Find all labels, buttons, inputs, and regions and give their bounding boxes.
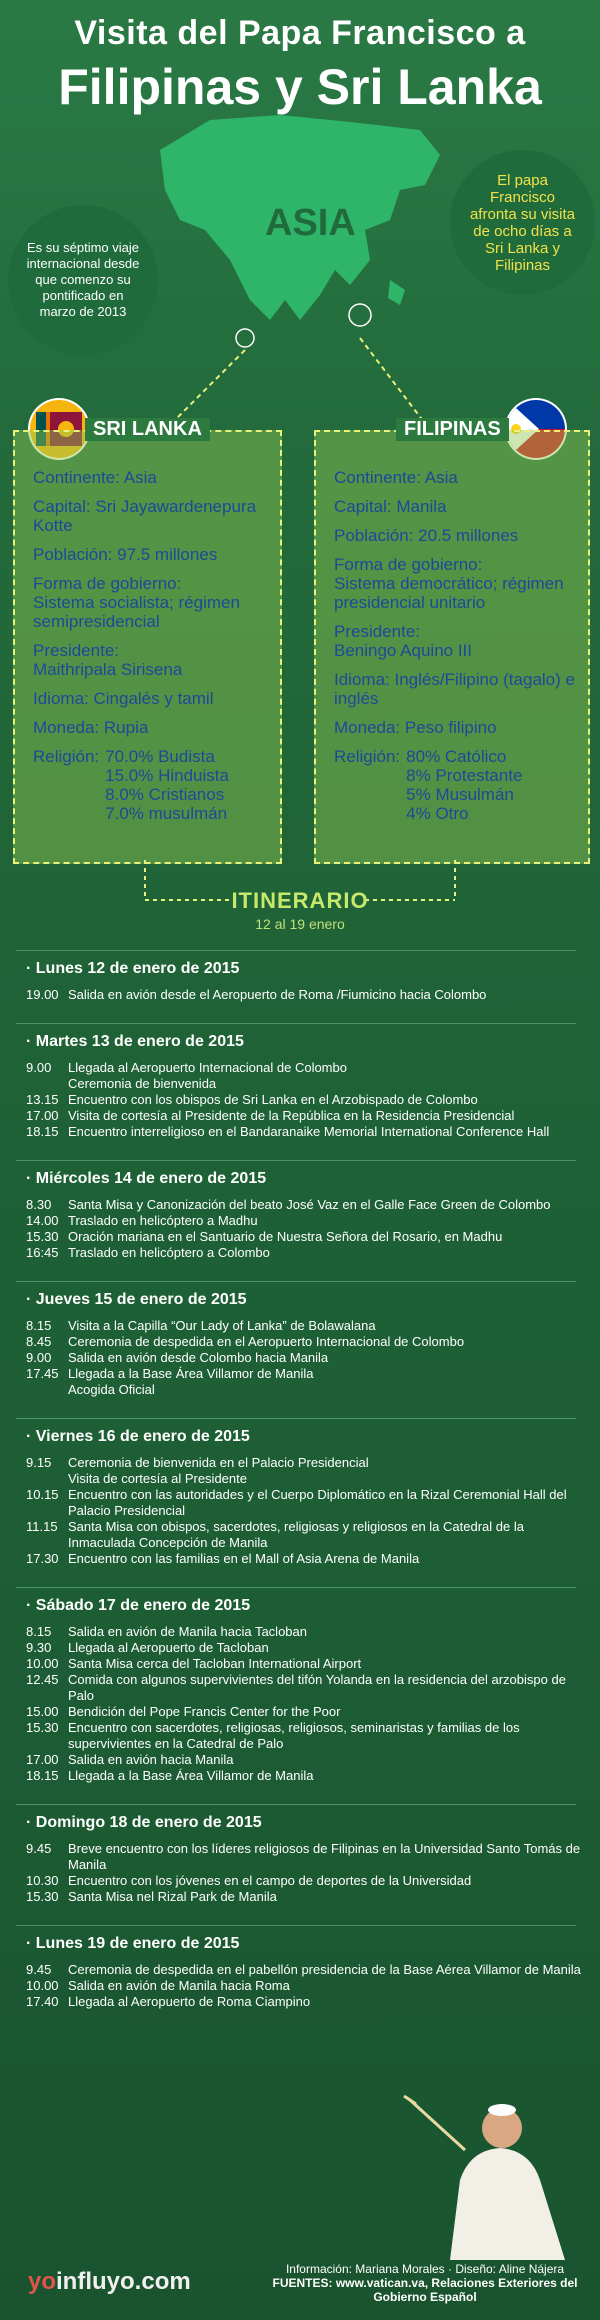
event-description: Comida con algunos supervivientes del tifón Yolanda en la residencia del arzobispo de Palo	[68, 1672, 566, 1703]
event-time: 17.45	[26, 1366, 59, 1381]
ph-religion: Religión: 80% Católico 8% Protestante 5% Musulmán 4% Otro	[334, 747, 523, 823]
itinerary-event	[26, 1672, 586, 1704]
itinerary-event	[26, 1720, 586, 1752]
event-description: Ceremonia de bienvenida	[68, 1076, 217, 1091]
philippines-marker	[349, 304, 371, 326]
itinerary-event	[26, 1752, 586, 1768]
event-description: Acogida Oficial	[68, 1382, 155, 1397]
itinerary-event	[26, 1455, 586, 1471]
sl-language: Idioma: Cingalés y tamil	[33, 689, 214, 708]
event-time: 14.00	[26, 1213, 59, 1228]
itinerary-event	[26, 1624, 586, 1640]
itinerary-event	[26, 1060, 586, 1076]
event-time: 13.15	[26, 1092, 59, 1107]
itinerary-event	[26, 1366, 586, 1382]
itinerary-event	[26, 1768, 586, 1784]
philippines-facts	[334, 468, 580, 833]
event-description: Santa Misa cerca del Tacloban International Airport	[68, 1656, 362, 1671]
itinerary-subtitle: 12 al 19 enero	[255, 916, 345, 932]
ph-government: Forma de gobierno: Sistema democrático; régimen presidencial unitario	[334, 555, 564, 612]
event-time: 10.00	[26, 1978, 59, 1993]
event-time: 17.00	[26, 1752, 59, 1767]
event-description: Santa Misa y Canonización del beato José Vaz en el Galle Face Green de Colombo	[68, 1197, 551, 1212]
itinerary-event	[26, 1108, 586, 1124]
event-time: 9.45	[26, 1962, 52, 1977]
sl-capital: Capital: Sri Jayawardenepura Kotte	[33, 497, 257, 535]
event-description: Santa Misa nel Rizal Park de Manila	[68, 1889, 277, 1904]
event-description: Salida en avión de Manila hacia Tacloban	[68, 1624, 307, 1639]
island-shape	[388, 280, 405, 305]
event-time: 9.30	[26, 1640, 52, 1655]
event-description: Ceremonia de despedida en el Aeropuerto Internacional de Colombo	[68, 1334, 465, 1349]
ph-president: Presidente: Beningo Aquino III	[334, 622, 473, 660]
ph-continent: Continente: Asia	[334, 468, 458, 487]
itinerary-event	[26, 1873, 586, 1889]
itinerary-day	[26, 1160, 586, 1261]
event-time: 16:45	[26, 1245, 59, 1260]
philippines-heading: FILIPINAS	[396, 418, 509, 441]
event-time: 10.00	[26, 1656, 59, 1671]
event-description: Traslado en helicóptero a Colombo	[68, 1245, 270, 1260]
itinerary-day	[26, 1925, 586, 2010]
event-time: 8.45	[26, 1334, 52, 1349]
itinerary-event	[26, 1551, 586, 1567]
itinerary-event	[26, 987, 586, 1003]
itinerary-event	[26, 1978, 586, 1994]
event-time: 10.15	[26, 1487, 59, 1502]
event-description: Llegada al Aeropuerto Internacional de Colombo	[68, 1060, 347, 1075]
ph-language: Idioma: Inglés/Filipino (tagalo) e inglés	[334, 670, 575, 708]
philippines-panel	[314, 418, 590, 864]
sources-text: FUENTES: www.vatican.va, Relaciones Exteriores del Gobierno Español	[272, 2276, 578, 2304]
event-description: Encuentro con las familias en el Mall of Asia Arena de Manila	[68, 1551, 420, 1566]
title-line-2: Filipinas y Sri Lanka	[58, 59, 542, 115]
event-time	[26, 1382, 68, 1398]
itinerary-day-title: · Lunes 19 de enero de 2015	[26, 1935, 240, 1952]
event-description: Ceremonia de despedida en el pabellón presidencia de la Base Aérea Villamor de Manila	[68, 1962, 581, 1977]
sl-currency: Moneda: Rupia	[33, 718, 149, 737]
itinerary-day-title: · Jueves 15 de enero de 2015	[26, 1291, 247, 1308]
event-description: Llegada al Aeropuerto de Roma Ciampino	[68, 1994, 311, 2009]
itinerary-event	[26, 1471, 586, 1487]
sl-government: Forma de gobierno: Sistema socialista; régimen semipresidencial	[33, 574, 240, 631]
event-time: 17.40	[26, 1994, 59, 2009]
itinerary-list	[26, 950, 586, 2030]
event-time	[26, 1076, 68, 1092]
sl-religion-list: 70.0% Budista 15.0% Hinduista 8.0% Cristianos 7.0% musulmán	[105, 747, 229, 823]
event-description: Salida en avión de Manila hacia Roma	[68, 1978, 290, 1993]
connector-right	[360, 338, 430, 430]
sl-religion: Religión: 70.0% Budista 15.0% Hinduista 8.0% Cristianos 7.0% musulmán	[33, 747, 229, 823]
itinerary-event	[26, 1704, 586, 1720]
asia-label: ASIA	[265, 202, 356, 244]
event-description: Visita a la Capilla “Our Lady of Lanka” de Bolawalana	[68, 1318, 376, 1333]
ph-currency: Moneda: Peso filipino	[334, 718, 497, 737]
event-description: Encuentro interreligioso en el Bandaranaike Memorial International Conference Hall	[68, 1124, 550, 1139]
site-logo[interactable]: yoinfluyo.com	[28, 2268, 191, 2295]
event-time: 8.15	[26, 1318, 52, 1333]
event-time: 9.00	[26, 1350, 52, 1365]
itinerary-event	[26, 1382, 586, 1398]
event-time: 11.15	[26, 1519, 58, 1534]
event-time: 9.00	[26, 1060, 52, 1075]
sl-population: Población: 97.5 millones	[33, 545, 218, 564]
event-description: Salida en avión desde el Aeropuerto de Roma /Fiumicino hacia Colombo	[68, 987, 487, 1002]
itinerary-event	[26, 1213, 586, 1229]
event-time: 9.15	[26, 1455, 52, 1470]
credits-text: Información: Mariana Morales · Diseño: Aline Nájera	[285, 2262, 565, 2276]
itinerary-day-title: · Lunes 12 de enero de 2015	[26, 960, 240, 977]
itinerary-event	[26, 1841, 586, 1873]
itinerary-day	[26, 1804, 586, 1905]
itinerary-day	[26, 1587, 586, 1784]
itinerary-day	[26, 1281, 586, 1398]
itinerary-event	[26, 1318, 586, 1334]
itinerary-day	[26, 1418, 586, 1567]
event-time: 17.30	[26, 1551, 59, 1566]
ph-population: Población: 20.5 millones	[334, 526, 519, 545]
credits	[260, 2262, 590, 2304]
event-description: Encuentro con los jóvenes en el campo de deportes de la Universidad	[68, 1873, 472, 1888]
pope-photo	[390, 2070, 600, 2260]
event-description: Oración mariana en el Santuario de Nuestra Señora del Rosario, en Madhu	[68, 1229, 503, 1244]
itinerary-day-title: · Domingo 18 de enero de 2015	[26, 1814, 262, 1831]
itinerary-event	[26, 1519, 586, 1551]
itinerary-event	[26, 1076, 586, 1092]
itinerary-event	[26, 1994, 586, 2010]
itinerary-day-title: · Martes 13 de enero de 2015	[26, 1033, 244, 1050]
event-time: 9.45	[26, 1841, 52, 1856]
event-time: 17.00	[26, 1108, 59, 1123]
event-time: 15.30	[26, 1229, 59, 1244]
itinerary-day	[26, 1023, 586, 1140]
event-time: 15.30	[26, 1720, 59, 1735]
event-description: Traslado en helicóptero a Madhu	[68, 1213, 258, 1228]
ph-capital: Capital: Manila	[334, 497, 447, 516]
event-time: 18.15	[26, 1124, 59, 1139]
sl-president: Presidente: Maithripala Sirisena	[33, 641, 183, 679]
itinerary-event	[26, 1229, 586, 1245]
event-time: 8.15	[26, 1624, 52, 1639]
event-time: 15.00	[26, 1704, 59, 1719]
itinerary-day-title: · Miércoles 14 de enero de 2015	[26, 1170, 267, 1187]
event-description: Encuentro con los obispos de Sri Lanka en el Arzobispado de Colombo	[68, 1092, 478, 1107]
itinerary-day-title: · Sábado 17 de enero de 2015	[26, 1597, 251, 1614]
itinerary-title: ITINERARIO	[231, 888, 369, 913]
itinerary-event	[26, 1350, 586, 1366]
itinerary-event	[26, 1487, 586, 1519]
event-description: Ceremonia de bienvenida en el Palacio Presidencial	[68, 1455, 369, 1470]
itinerary-event	[26, 1962, 586, 1978]
event-description: Salida en avión desde Colombo hacia Manila	[68, 1350, 329, 1365]
event-time: 15.30	[26, 1889, 59, 1904]
itinerary-event	[26, 1124, 586, 1140]
event-time	[26, 1471, 68, 1487]
sri-lanka-panel	[13, 418, 282, 864]
itinerary-event	[26, 1334, 586, 1350]
asia-map	[150, 110, 450, 350]
itinerary-day	[26, 950, 586, 1003]
event-time: 12.45	[26, 1672, 59, 1687]
event-description: Llegada a la Base Área Villamor de Manila	[68, 1366, 314, 1381]
event-description: Encuentro con las autoridades y el Cuerpo Diplomático en la Rizal Ceremonial Hall del Palacio Presidencial	[68, 1487, 567, 1518]
info-bubble-left-text: Es su séptimo viaje internacional desde que comenzo su pontificado en marzo de 2013	[26, 240, 140, 319]
itinerary-event	[26, 1092, 586, 1108]
itinerary-event	[26, 1245, 586, 1261]
event-description: Encuentro con sacerdotes, religiosas, religiosos, seminaristas y familias de los supervivientes en la Catedral de Palo	[68, 1720, 520, 1751]
event-description: Santa Misa con obispos, sacerdotes, religiosas y religiosos en la Catedral de la Inmaculada Concepción de Manila	[68, 1519, 524, 1550]
event-description: Breve encuentro con los líderes religiosos de Filipinas en la Universidad Santo Tomás de Manila	[68, 1841, 581, 1872]
sri-lanka-heading: SRI LANKA	[85, 418, 210, 441]
event-time: 10.30	[26, 1873, 59, 1888]
event-description: Bendición del Pope Francis Center for the Poor	[68, 1704, 341, 1719]
itinerary-event	[26, 1197, 586, 1213]
sri-lanka-facts	[33, 468, 272, 833]
event-time: 19.00	[26, 987, 59, 1002]
event-time: 18.15	[26, 1768, 59, 1783]
event-description: Llegada al Aeropuerto de Tacloban	[68, 1640, 269, 1655]
itinerary-event	[26, 1640, 586, 1656]
event-description: Llegada a la Base Área Villamor de Manila	[68, 1768, 314, 1783]
title-line-1: Visita del Papa Francisco a	[74, 14, 526, 52]
event-description: Visita de cortesía al Presidente	[68, 1471, 247, 1486]
info-bubble-right-text: El papa Francisco afronta su visita de ocho días a Sri Lanka y Filipinas	[469, 171, 576, 274]
info-bubble-right	[450, 150, 595, 295]
event-time: 8.30	[26, 1197, 52, 1212]
ph-religion-list: 80% Católico 8% Protestante 5% Musulmán 4% Otro	[406, 747, 523, 823]
event-description: Visita de cortesía al Presidente de la República en la Residencia Presidencial	[68, 1108, 515, 1123]
itinerary-event	[26, 1889, 586, 1905]
sl-continent: Continente: Asia	[33, 468, 157, 487]
event-description: Salida en avión hacia Manila	[68, 1752, 234, 1767]
itinerary-day-title: · Viernes 16 de enero de 2015	[26, 1428, 250, 1445]
itinerary-event	[26, 1656, 586, 1672]
